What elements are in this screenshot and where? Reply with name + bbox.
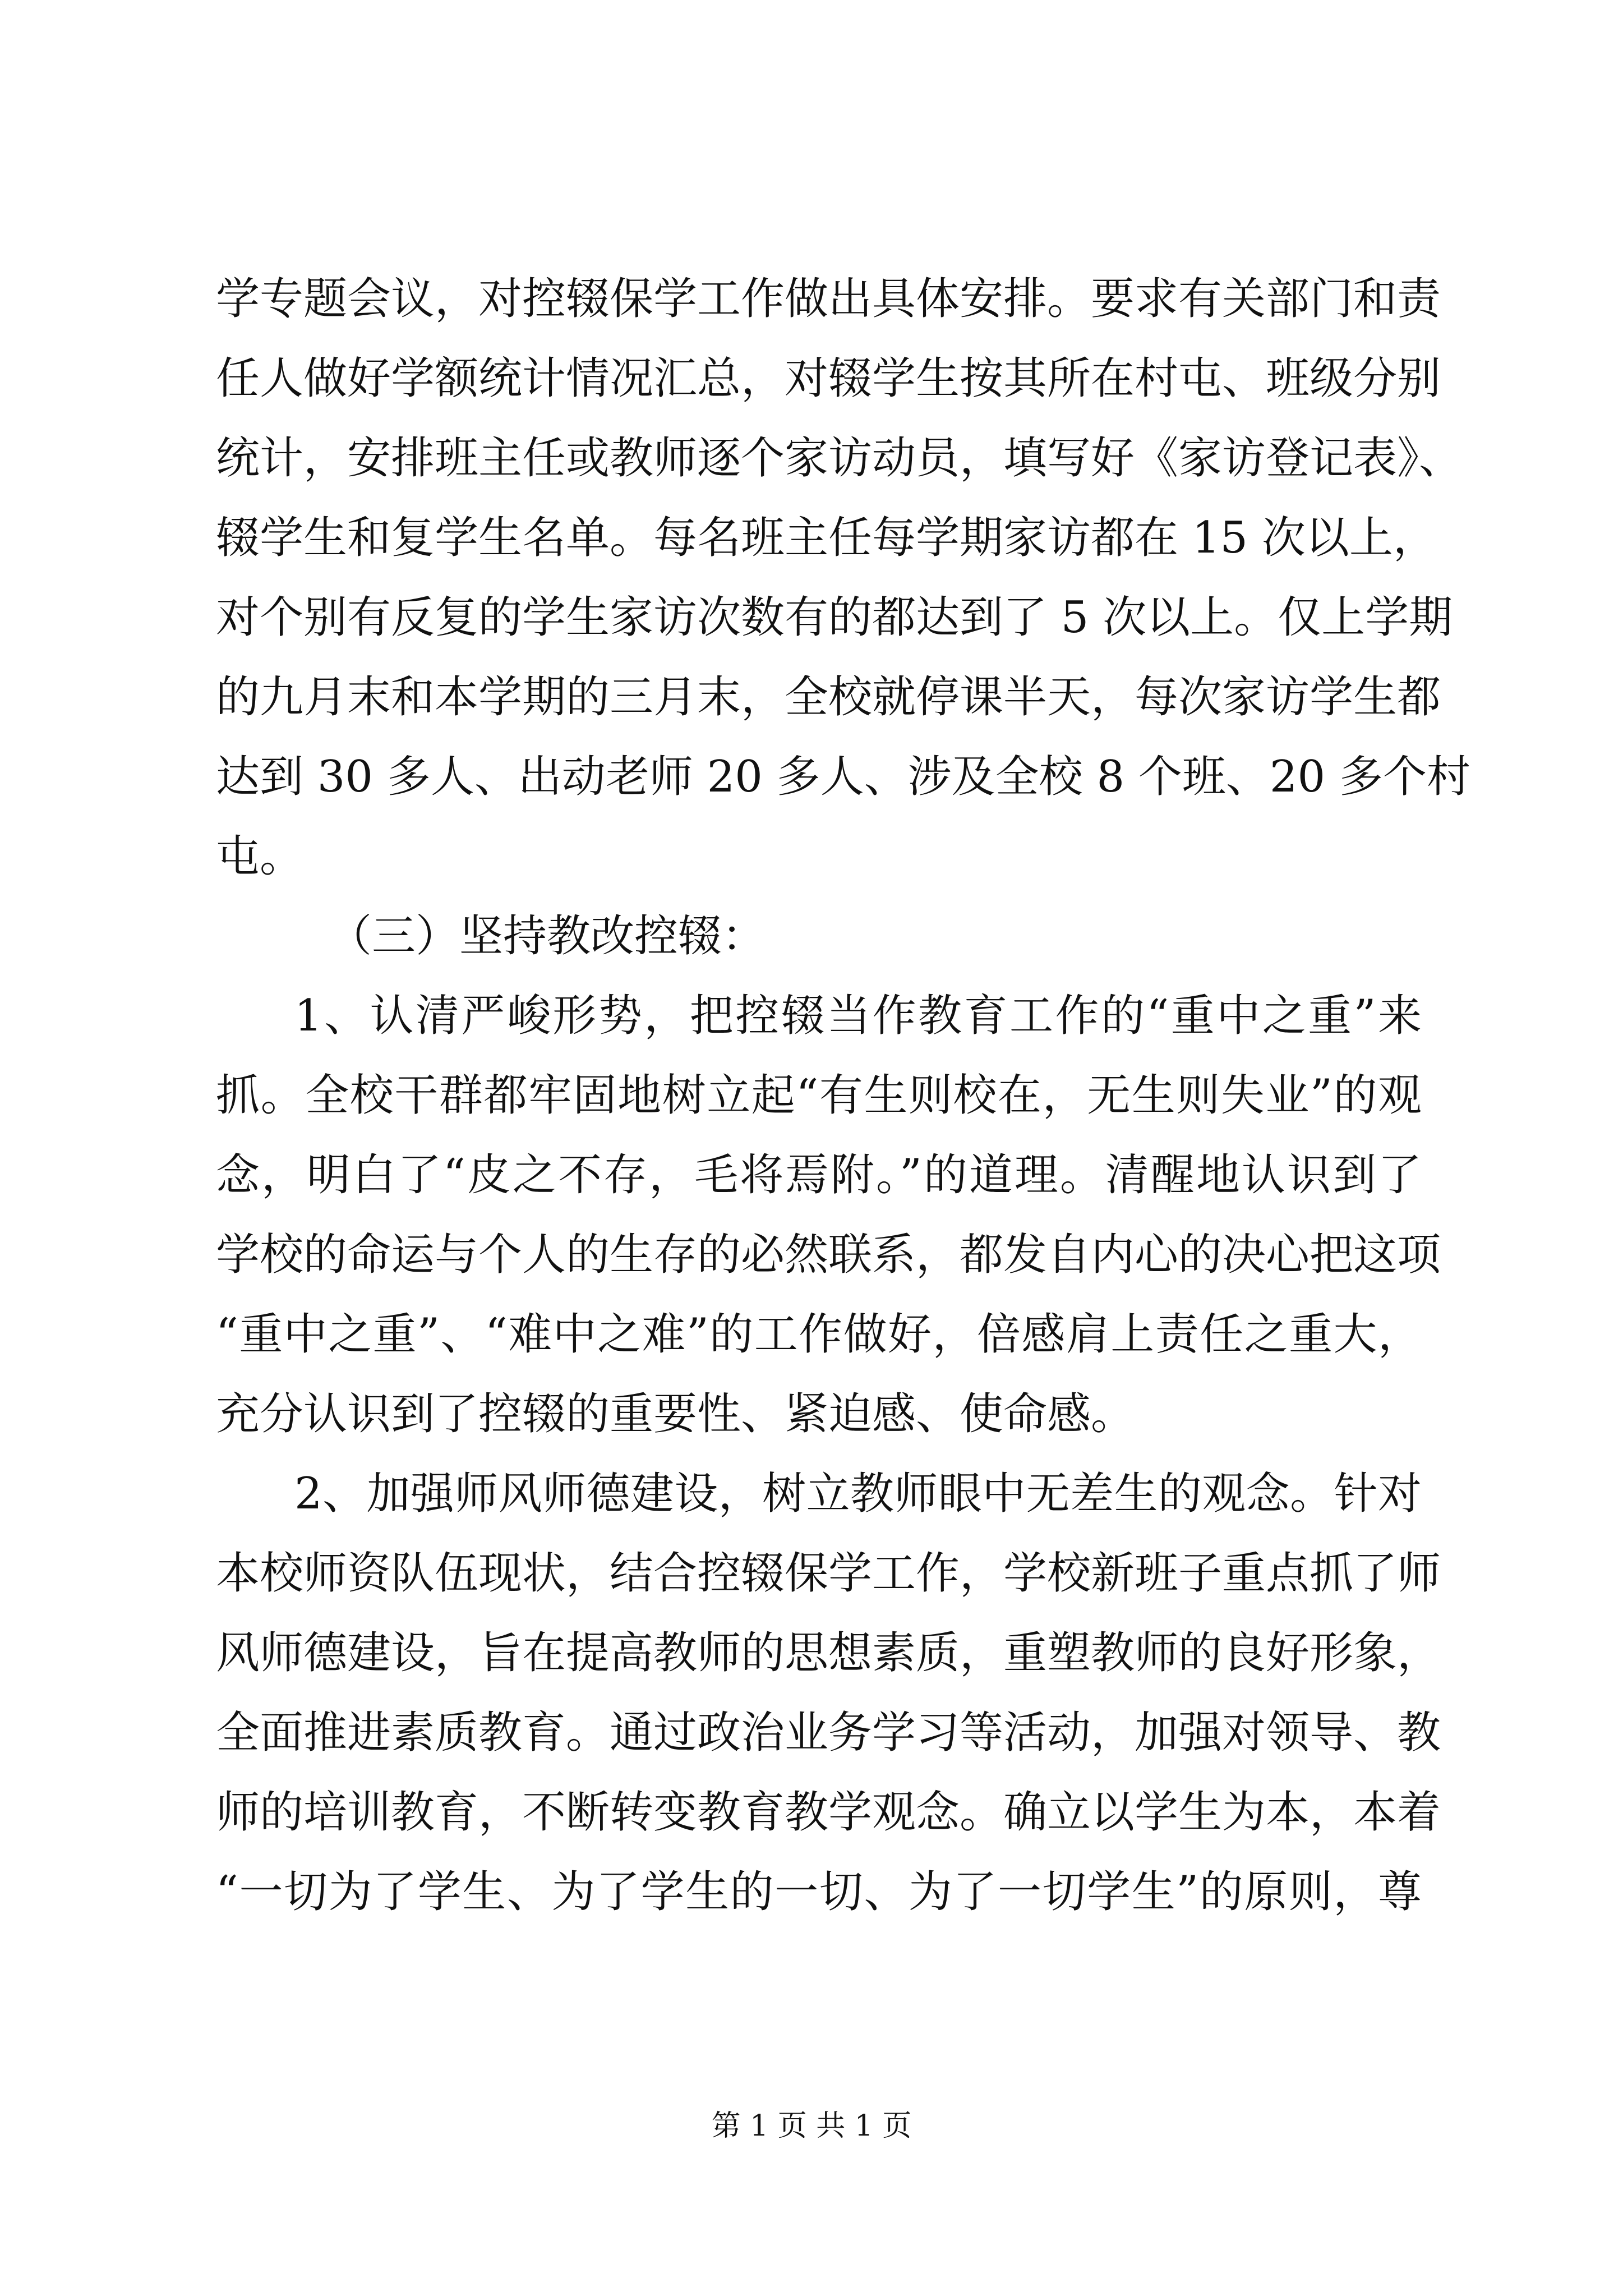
text-line: “一切为了学生、为了学生的一切、为了一切学生”的原则，尊 — [216, 1867, 1422, 1917]
text-line: 学专题会议，对控辍保学工作做出具体安排。要求有关部门和责 — [216, 274, 1441, 324]
text-line: 屯。 — [216, 831, 304, 882]
section-heading: （三）坚持教改控辍： — [328, 911, 766, 961]
text-line: “重中之重”、“难中之难”的工作做好，倍感肩上责任之重大， — [216, 1309, 1422, 1360]
text-line: 学校的命运与个人的生存的必然联系，都发自内心的决心把这项 — [216, 1230, 1441, 1280]
text-line: 全面推进素质教育。通过政治业务学习等活动，加强对领导、教 — [216, 1708, 1441, 1758]
page-footer: 第 1 页 共 1 页 — [711, 2109, 912, 2143]
text-line: 本校师资队伍现状，结合控辍保学工作，学校新班子重点抓了师 — [216, 1548, 1441, 1599]
text-line: 抓。全校干群都牢固地树立起“有生则校在，无生则失业”的观 — [216, 1070, 1422, 1121]
text-line: 达到 30 多人、出动老师 20 多人、涉及全校 8 个班、20 多个村 — [216, 752, 1470, 802]
text-line: 1、认清严峻形势，把控辍当作教育工作的“重中之重”来 — [294, 991, 1422, 1041]
text-line: 师的培训教育，不断转变教育教学观念。确立以学生为本，本着 — [216, 1787, 1441, 1838]
text-line: 任人做好学额统计情况汇总，对辍学生按其所在村屯、班级分别 — [216, 353, 1441, 404]
text-line: 2、加强师风师德建设，树立教师眼中无差生的观念。针对 — [294, 1469, 1422, 1519]
text-line: 统计，安排班主任或教师逐个家访动员，填写好《家访登记表》、 — [216, 433, 1463, 484]
text-line: 念，明白了“皮之不存，毛将焉附。”的道理。清醒地认识到了 — [216, 1150, 1422, 1200]
text-line: 对个别有反复的学生家访次数有的都达到了 5 次以上。仅上学期 — [216, 592, 1453, 643]
text-line: 风师德建设，旨在提高教师的思想素质，重塑教师的良好形象， — [216, 1628, 1441, 1678]
text-line: 辍学生和复学生名单。每名班主任每学期家访都在 15 次以上， — [216, 513, 1437, 563]
body-text — [216, 259, 1470, 1932]
text-line: 充分认识到了控辍的重要性、紧迫感、使命感。 — [216, 1389, 1135, 1439]
text-line: 的九月末和本学期的三月末，全校就停课半天，每次家访学生都 — [216, 672, 1441, 723]
